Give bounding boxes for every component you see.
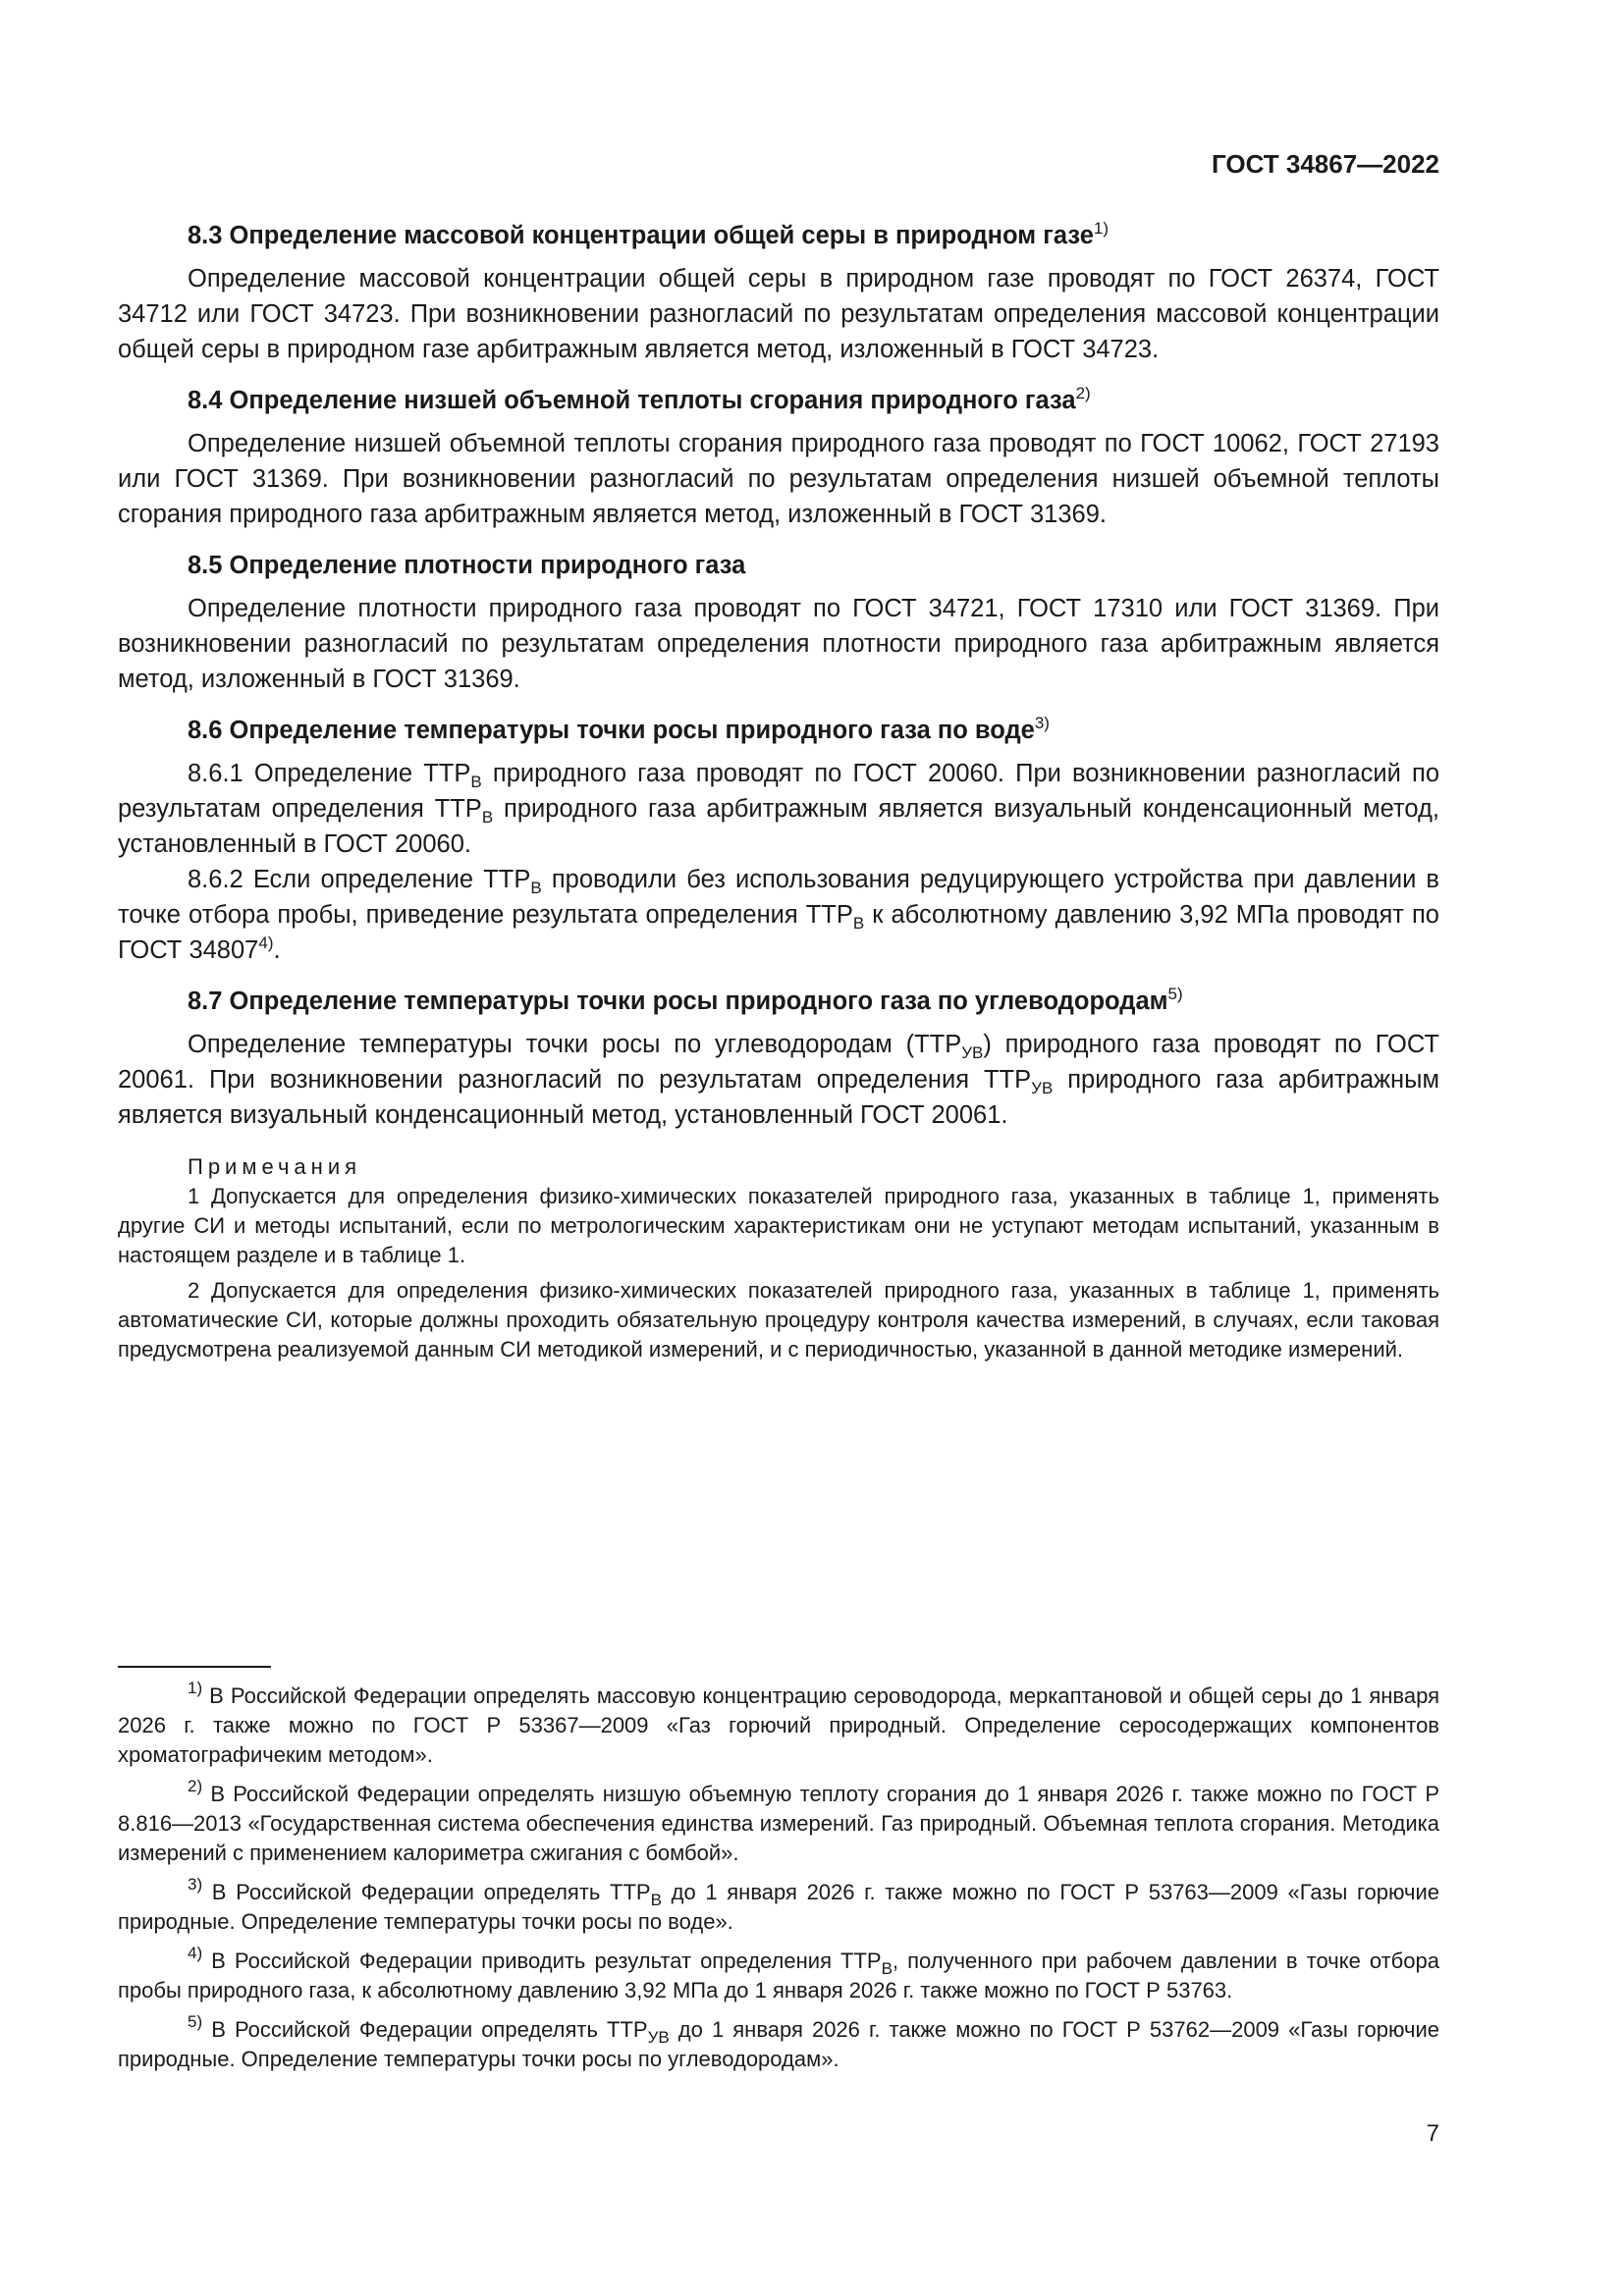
- notes-block: [118, 1152, 1439, 1364]
- footnotes: [118, 1679, 1439, 2084]
- footnote-2: $^{2)}$ В Российской Федерации определять низшую объемную теплоту сгорания до 1 января 2026 г. также можно по ГОСТ Р 8.816—2013 «Государственная система обеспечения единства измерений. Газ природный. Объемная теплота сгорания. Методика измерений с применением калориметра сжигания с бомбой».: [118, 1777, 1439, 1865]
- document-code-header: ГОСТ 34867—2022: [1212, 149, 1439, 179]
- notes-title: Примечания: [188, 1154, 362, 1179]
- section-8-3-heading: 8.3 Определение массовой концентрации общей серы в природном газе$^{1)}$: [188, 219, 1110, 249]
- footnote-ref-5: 5): [1167, 985, 1183, 1003]
- footnote-5: $^{5)}$ В Российской Федерации определять $ТТР_{УВ}$ до 1 января 2026 г. также можно по ГОСТ Р 53762—2009 «Газы горючие природные. Определение температуры точки росы по углеводородам».: [118, 2012, 1439, 2071]
- section-8-6-heading: 8.6 Определение температуры точки росы природного газа по воде$^{3)}$: [188, 714, 1050, 744]
- main-content: [118, 218, 1439, 1364]
- footnote-ref-3: 3): [1034, 714, 1050, 732]
- footnote-ref-1: 1): [1093, 219, 1110, 238]
- section-8-7-heading: 8.7 Определение температуры точки росы природного газа по углеводородам$^{5)}$: [188, 985, 1183, 1015]
- footnote-4: $^{4)}$ В Российской Федерации приводить результат определения $ТТР_В$, полученного при рабочем давлении в точке отбора пробы природного газа, к абсолютному давлению 3,92 МПа до 1 января 2026 г. также можно по ГОСТ Р 53763.: [118, 1944, 1439, 2002]
- footnote-separator: [118, 1666, 271, 1668]
- note-2: 2 Допускается для определения физико-химических показателей природного газа, указанных в таблице 1, применять автоматические СИ, которые должны проходить обязательную процедуру контроля качества измерений, в случаях, если таковая предусмотрена реализуемой данным СИ методикой измерений, и с периодичностью, указанной в данной методике измерений.: [118, 1278, 1439, 1362]
- footnote-ref-2: 2): [1075, 384, 1091, 402]
- page-number: 7: [1426, 2120, 1439, 2147]
- section-8-6-1-text: 8.6.1 Определение $ТТР_В$ природного газа проводят по ГОСТ 20060. При возникновении разногласий по результатам определения $ТТР_В$ природного газа арбитражным является визуальный конденсационный метод, установленный в ГОСТ 20060.: [118, 760, 1439, 858]
- section-8-4-text: Определение низшей объемной теплоты сгорания природного газа проводят по ГОСТ 10062, ГОСТ 27193 или ГОСТ 31369. При возникновении разногласий по результатам определения низшей объемной теплоты сгорания природного газа арбитражным является метод, изложенный в ГОСТ 31369.: [118, 430, 1439, 528]
- section-8-4-heading: 8.4 Определение низшей объемной теплоты сгорания природного газа$^{2)}$: [188, 384, 1091, 414]
- footnote-ref-4: 4): [258, 934, 274, 952]
- section-8-5-heading: 8.5 Определение плотности природного газа: [188, 552, 746, 579]
- footnote-3: $^{3)}$ В Российской Федерации определять $ТТР_В$ до 1 января 2026 г. также можно по ГОСТ Р 53763—2009 «Газы горючие природные. Определение температуры точки росы по воде».: [118, 1875, 1439, 1934]
- section-8-5-text: Определение плотности природного газа проводят по ГОСТ 34721, ГОСТ 17310 или ГОСТ 31369. При возникновении разногласий по результатам определения плотности природного газа арбитражным является метод, изложенный в ГОСТ 31369.: [118, 595, 1439, 693]
- note-1: 1 Допускается для определения физико-химических показателей природного газа, указанных в таблице 1, применять другие СИ и методы испытаний, если по метрологическим характеристикам они не уступают методам испытаний, указанным в настоящем разделе и в таблице 1.: [118, 1184, 1439, 1267]
- footnote-1: $^{1)}$ В Российской Федерации определять массовую концентрацию сероводорода, меркаптановой и общей серы до 1 января 2026 г. также можно по ГОСТ Р 53367—2009 «Газ горючий природный. Определение серосодержащих компонентов хроматографичеким методом».: [118, 1679, 1439, 1767]
- section-8-3-text: Определение массовой концентрации общей серы в природном газе проводят по ГОСТ 26374, ГОСТ 34712 или ГОСТ 34723. При возникновении разногласий по результатам определения массовой концентрации общей серы в природном газе арбитражным является метод, изложенный в ГОСТ 34723.: [118, 265, 1439, 363]
- section-8-6-2-text: 8.6.2 Если определение $ТТР_В$ проводили без использования редуцирующего устройства при давлении в точке отбора пробы, приведение результата определения $ТТР_В$ к абсолютному давлению 3,92 МПа проводят по ГОСТ 34807$^{4)}$.: [118, 866, 1439, 964]
- section-8-7-text: Определение температуры точки росы по углеводородам $(ТТР_{УВ})$ природного газа проводят по ГОСТ 20061. При возникновении разногласий по результатам определения $ТТР_{УВ}$ природного газа арбитражным является визуальный конденсационный метод, установленный ГОСТ 20061.: [118, 1031, 1440, 1129]
